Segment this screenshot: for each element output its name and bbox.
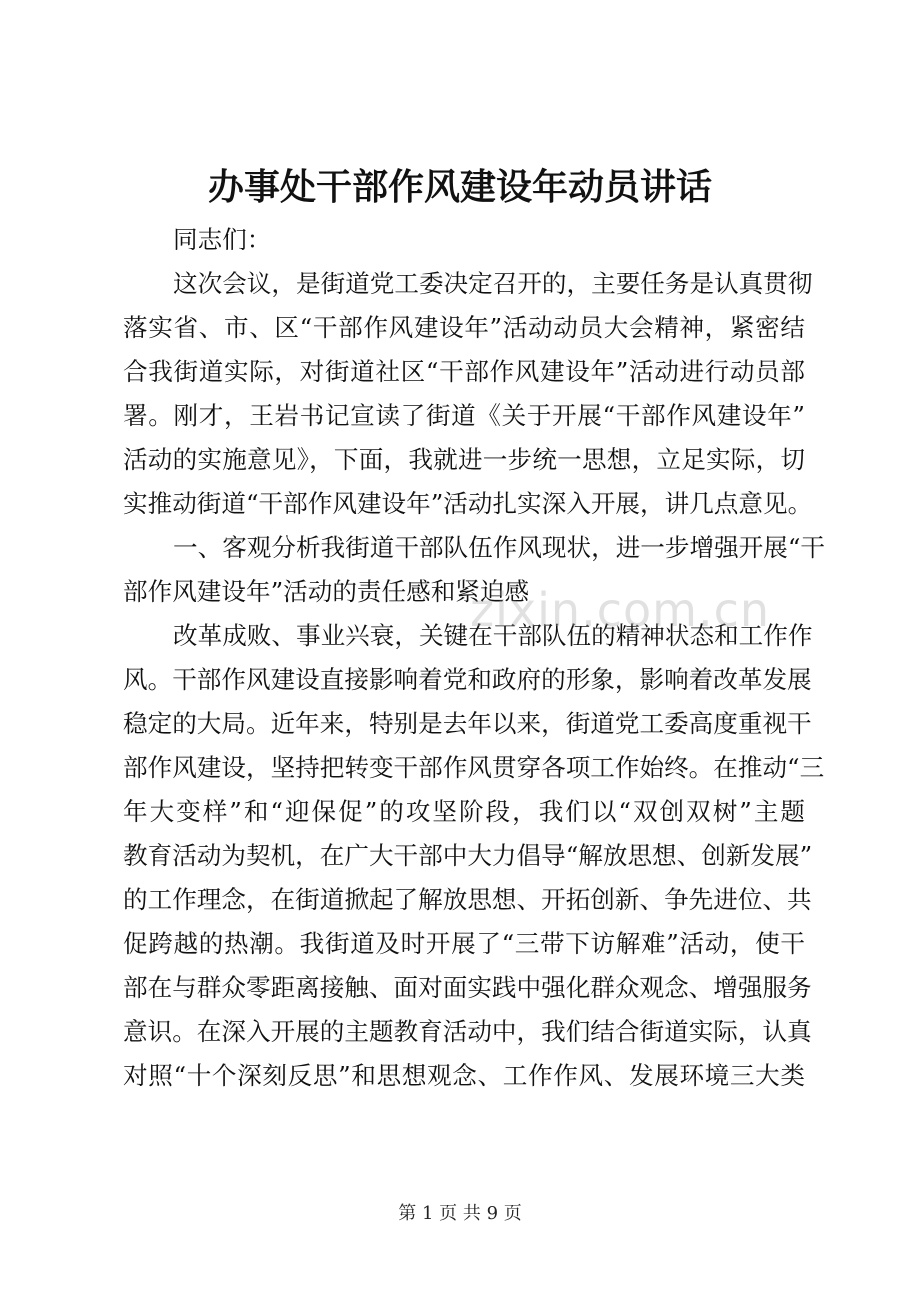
body-line: 的工作理念，在街道掀起了解放思想、开拓创新、争先进位、共: [123, 885, 812, 914]
body-line: 实推动街道“干部作风建设年”活动扎实深入开展，讲几点意见。: [123, 489, 813, 518]
body-line: 稳定的大局。近年来，特别是去年以来，街道党工委高度重视干: [123, 709, 812, 738]
page-number-footer: 第 1 页 共 9 页: [398, 1203, 522, 1224]
watermark-text: zixin.com.cn: [470, 583, 771, 637]
body-line: 促跨越的热潮。我街道及时开展了“三带下访解难”活动，使干: [123, 929, 805, 958]
document-title: 办事处干部作风建设年动员讲话: [207, 166, 712, 208]
document-body: [123, 218, 826, 1098]
body-line: 风。干部作风建设直接影响着党和政府的形象，影响着改革发展: [123, 665, 812, 694]
body-line: 部作风建设，坚持把转变干部作风贯穿各项工作始终。在推动“三: [123, 753, 825, 782]
body-line: 一、客观分析我街道干部队伍作风现状，进一步增强开展“干: [173, 533, 826, 562]
body-line: 部作风建设年”活动的责任感和紧迫感: [123, 577, 530, 606]
body-line: 同志们：: [173, 225, 272, 254]
body-line: 署。刚才，王岩书记宣读了街道《关于开展“干部作风建设年”: [123, 401, 805, 430]
body-line: 教育活动为契机，在广大干部中大力倡导“解放思想、创新发展”: [123, 841, 813, 870]
body-line: 对照“十个深刻反思”和思想观念、工作作风、发展环境三大类: [123, 1061, 805, 1090]
body-line: 活动的实施意见》，下面，我就进一步统一思想，立足实际，切: [123, 445, 805, 474]
body-line: 年大变样”和“迎保促”的攻坚阶段，我们以“双创双树”主题: [123, 797, 805, 826]
body-line: 合我街道实际，对街道社区“干部作风建设年”活动进行动员部: [123, 357, 805, 386]
body-line: 这次会议，是街道党工委决定召开的，主要任务是认真贯彻: [173, 269, 813, 298]
body-line: 意识。在深入开展的主题教育活动中，我们结合街道实际，认真: [123, 1017, 812, 1046]
body-line: 部在与群众零距离接触、面对面实践中强化群众观念、增强服务: [123, 973, 812, 1002]
body-line: 改革成败、事业兴衰，关键在干部队伍的精神状态和工作作: [173, 621, 813, 650]
body-line: 落实省、市、区“干部作风建设年”活动动员大会精神，紧密结: [123, 313, 805, 342]
